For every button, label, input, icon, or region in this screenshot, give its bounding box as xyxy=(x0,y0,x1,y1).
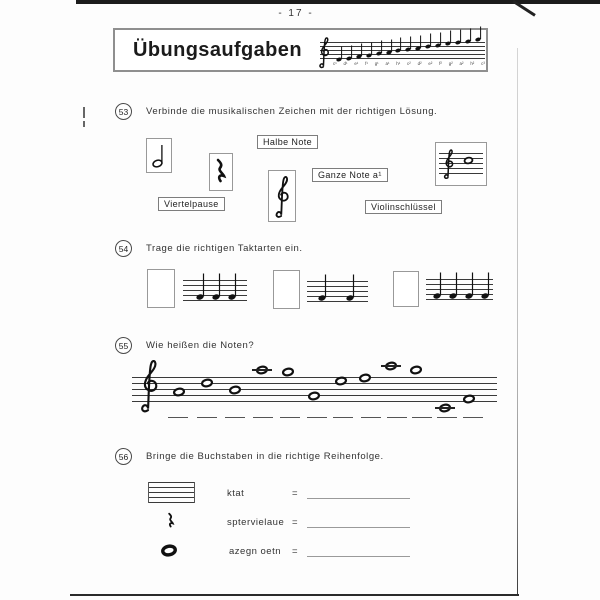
answer-line xyxy=(307,556,410,557)
note-label: c² xyxy=(407,61,411,67)
scan-margin-mark xyxy=(83,121,85,127)
staff-lines-icon xyxy=(148,482,195,503)
equals-sign: = xyxy=(292,546,299,557)
whole-note-icon xyxy=(227,384,243,396)
note-label: a¹ xyxy=(385,61,390,67)
answer-dash xyxy=(253,417,273,418)
quarter-rest-box xyxy=(209,153,233,191)
ledger-line xyxy=(381,365,401,366)
staff-whole-note-box xyxy=(435,142,487,186)
note-label: f² xyxy=(439,61,442,67)
whole-note-icon xyxy=(408,364,424,376)
whole-note-icon xyxy=(306,390,322,402)
half-note-icon xyxy=(147,139,171,172)
whole-note-icon xyxy=(333,375,349,387)
note-label: f¹ xyxy=(365,61,368,67)
scrambled-word: azegn oetn xyxy=(229,546,282,557)
label-ganze-note: Ganze Note a¹ xyxy=(312,168,388,182)
exercise-number-label: 53 xyxy=(118,106,129,117)
quarter-rest-icon xyxy=(163,510,179,532)
exercise-54-number xyxy=(115,240,132,257)
whole-note-icon xyxy=(357,372,373,384)
answer-dash xyxy=(168,417,188,418)
whole-note-icon xyxy=(171,386,187,398)
treble-clef-icon xyxy=(272,173,292,219)
page-title: Übungsaufgaben xyxy=(133,39,302,61)
label-violinschluessel: Violinschlüssel xyxy=(365,200,442,214)
answer-dash xyxy=(387,417,407,418)
page-number: - 17 - xyxy=(278,8,314,19)
scrambled-word: sptervielaue xyxy=(227,517,285,528)
exercise-number-label: 55 xyxy=(118,340,129,351)
exercise-53-prompt: Verbinde die musikalischen Zeichen mit der richtigen Lösung. xyxy=(146,106,438,117)
half-note-box xyxy=(146,138,172,173)
quarter-rest-icon xyxy=(210,154,232,190)
exercise-54-prompt: Trage die richtigen Taktarten ein. xyxy=(146,243,303,254)
time-signature-box xyxy=(393,271,419,307)
equals-sign: = xyxy=(292,488,299,499)
exercise-56-number xyxy=(115,448,132,465)
treble-clef-icon xyxy=(137,356,161,414)
treble-clef-icon xyxy=(442,147,455,180)
whole-note-icon xyxy=(160,544,178,557)
ledger-line xyxy=(435,407,455,408)
exercise-55-prompt: Wie heißen die Noten? xyxy=(146,340,255,351)
answer-dash xyxy=(463,417,483,418)
exercise-56-prompt: Bringe die Buchstaben in die richtige Reihenfolge. xyxy=(146,451,384,462)
exercise-53-number xyxy=(115,103,132,120)
exercise-55-number xyxy=(115,337,132,354)
scan-top-edge xyxy=(76,0,600,4)
scan-bottom-edge xyxy=(70,594,519,596)
whole-note-icon xyxy=(461,393,477,405)
whole-note-icon xyxy=(463,156,474,165)
note-label: g¹ xyxy=(374,61,379,67)
note-label: c¹ xyxy=(333,61,337,67)
label-halbe-note: Halbe Note xyxy=(257,135,318,149)
note-label: c³ xyxy=(481,61,485,67)
ex54-staff-1 xyxy=(307,281,368,302)
treble-clef-box xyxy=(268,170,296,222)
answer-dash xyxy=(437,417,457,418)
note-label: h² xyxy=(470,61,475,67)
note-label: a² xyxy=(459,61,464,67)
label-viertelpause: Viertelpause xyxy=(158,197,225,211)
answer-dash xyxy=(197,417,217,418)
exercise-number-label: 56 xyxy=(118,451,129,462)
note-label: g² xyxy=(448,61,453,67)
answer-dash xyxy=(280,417,300,418)
whole-note-icon xyxy=(199,377,215,389)
answer-dash xyxy=(225,417,245,418)
answer-dash xyxy=(412,417,432,418)
scan-margin-mark xyxy=(83,107,85,118)
ex54-staff-0 xyxy=(183,280,247,301)
answer-dash xyxy=(307,417,327,418)
note-label: d¹ xyxy=(343,61,348,67)
answer-line xyxy=(307,527,410,528)
answer-dash xyxy=(361,417,381,418)
ledger-line xyxy=(252,369,272,370)
ex54-staff-2 xyxy=(426,279,493,300)
scrambled-word: ktat xyxy=(227,488,245,499)
exercise-number-label: 54 xyxy=(118,243,129,254)
time-signature-box xyxy=(273,270,300,309)
whole-note-icon xyxy=(280,366,296,378)
answer-line xyxy=(307,498,410,499)
time-signature-box xyxy=(147,269,175,308)
note-label: h¹ xyxy=(396,61,401,67)
note-label: d² xyxy=(417,61,422,67)
note-label: e¹ xyxy=(354,61,359,67)
scan-right-edge xyxy=(517,48,518,595)
title-box xyxy=(113,28,488,72)
header-note-labels xyxy=(333,61,485,66)
note-label: e² xyxy=(428,61,433,67)
equals-sign: = xyxy=(292,517,299,528)
answer-dash xyxy=(333,417,353,418)
